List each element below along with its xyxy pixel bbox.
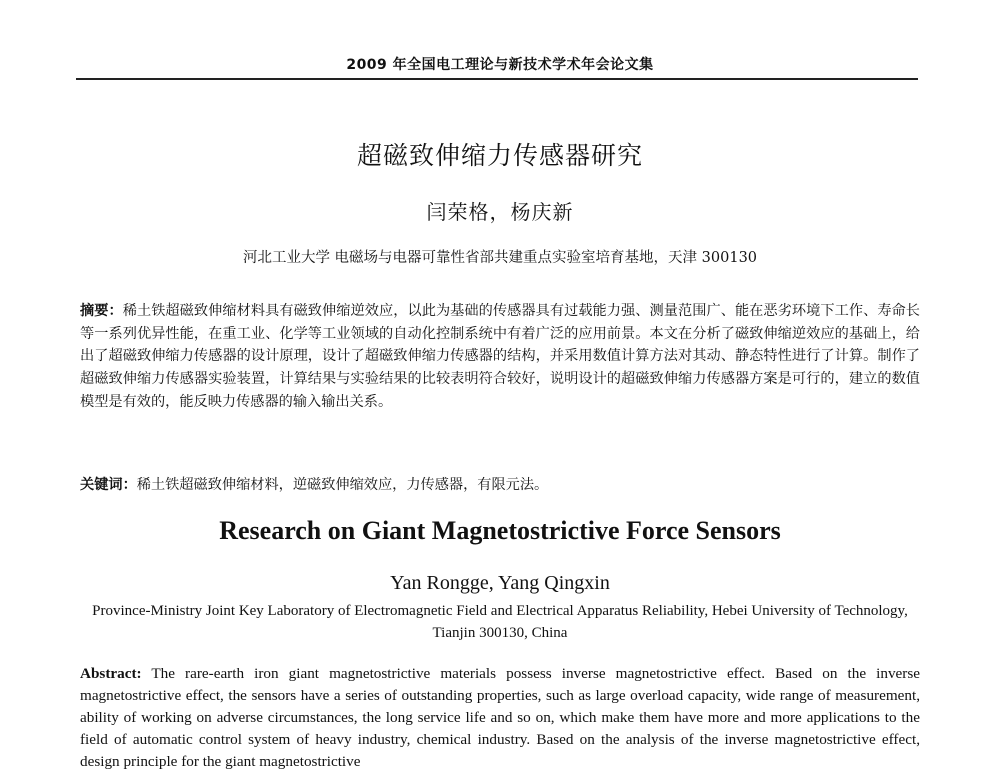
english-authors: Yan Rongge, Yang Qingxin — [390, 572, 610, 594]
chinese-keywords-label: 关键词： — [80, 477, 137, 493]
running-header: 2009 年全国电工理论与新技术学术年会论文集 — [346, 57, 654, 73]
english-title: Research on Giant Magnetostrictive Force Sensors — [219, 516, 781, 545]
english-abstract-label: Abstract: — [80, 665, 142, 682]
chinese-abstract — [80, 300, 920, 414]
english-affiliation: Province-Ministry Joint Key Laboratory of Electromagnetic Field and Electrical Apparatus Reliability, Hebei University of Technology, Tianjin 300130, China — [92, 603, 908, 641]
header-rule — [76, 78, 918, 80]
chinese-title: 超磁致伸缩力传感器研究 — [356, 141, 643, 170]
chinese-keywords — [80, 474, 920, 496]
chinese-keywords-text: 稀土铁超磁致伸缩材料，逆磁致伸缩效应，力传感器，有限元法。 — [136, 477, 549, 493]
chinese-affiliation: 河北工业大学 电磁场与电器可靠性省部共建重点实验室培育基地，天津 300130 — [242, 250, 758, 266]
chinese-authors: 闫荣格，杨庆新 — [426, 200, 574, 224]
chinese-abstract-text: 稀土铁超磁致伸缩材料具有磁致伸缩逆效应，以此为基础的传感器具有过载能力强、测量范围广、能在恶劣环境下工作、寿命长等一系列优异性能，在重工业、化学等工业领域的自动化控制系统中有着广泛的应用前景。本文在分析了磁致伸缩逆效应的基础上，给出了超磁致伸缩力传感器的设计原理，设计了超磁致伸缩力传感器的结构，并采用数值计算方法对其动、静态特性进行了计算。制作了超磁致伸缩力传感器实验装置，计算结果与实验结果的比较表明符合较好，说明设计的超磁致伸缩力传感器方案是可行的，建立的数值模型是有效的，能反映力传感器的输入输出关系。 — [80, 303, 920, 410]
english-abstract-text: The rare-earth iron giant magnetostrictive materials possess inverse magnetostrictive effect. Based on the inverse magnetostrictive effect, the sensors have a series of outstanding properties, such as large overload capacity, wide range of measurement, ability of working on adverse circumstances, the long service life and so on, which make them have more and more applications to the field of automatic control system of heavy industry, chemical industry. Based on the analysis of the inverse magnetostrictive effect, design principle for the giant magnetostrictive — [80, 665, 920, 770]
chinese-abstract-label: 摘要： — [80, 303, 123, 319]
english-abstract — [80, 663, 920, 773]
